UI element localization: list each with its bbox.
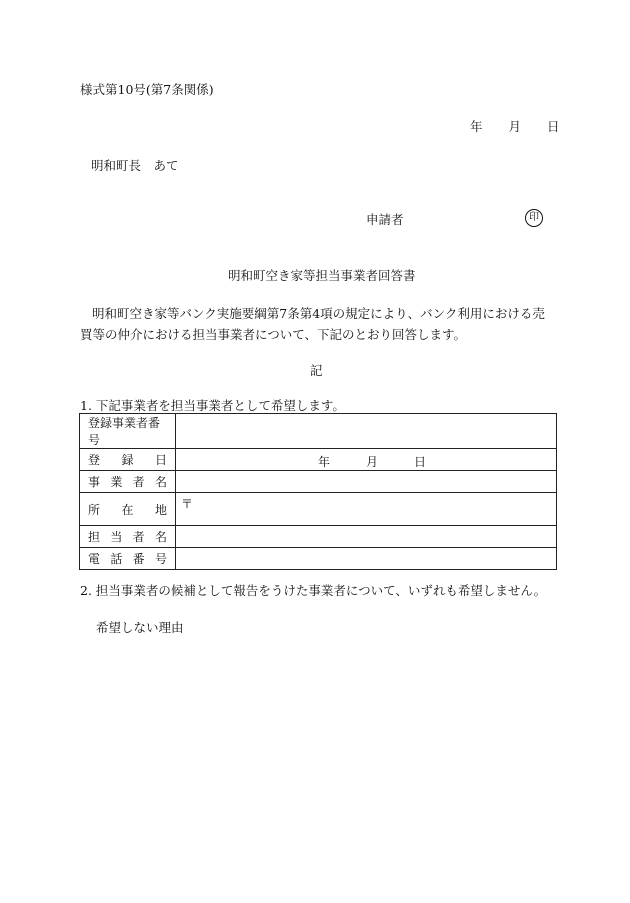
reg-month: 月 xyxy=(366,455,379,469)
label-text xyxy=(88,528,167,545)
label-char: 話 xyxy=(110,552,123,566)
label-char: 所 xyxy=(88,502,101,517)
date-year: 年 xyxy=(470,119,483,134)
table-row xyxy=(80,414,557,449)
table-row xyxy=(80,471,557,493)
row-label xyxy=(80,449,176,471)
label-text xyxy=(88,501,167,518)
table-row xyxy=(80,493,557,526)
reg-year: 年 xyxy=(318,455,331,469)
label-char: 録 xyxy=(121,453,134,467)
ki-heading: 記 xyxy=(310,363,323,378)
label-char: 者 xyxy=(132,475,145,489)
address-field[interactable] xyxy=(176,493,557,526)
row-label xyxy=(80,414,176,449)
label-char: 日 xyxy=(154,453,167,467)
label-text xyxy=(88,451,167,468)
label-char: 番 xyxy=(132,552,145,566)
date-line xyxy=(470,117,560,135)
item-2: 2. 担当事業者の候補として報告をうけた事業者について、いずれも希望しません。 xyxy=(80,583,547,598)
business-info-table xyxy=(79,413,557,570)
label-char: 登 xyxy=(88,453,101,467)
seal-mark: 印 xyxy=(525,209,543,227)
registration-date-field[interactable] xyxy=(176,449,557,471)
label-char: 号 xyxy=(154,552,167,566)
row-label xyxy=(80,526,176,548)
row-label xyxy=(80,471,176,493)
registration-date xyxy=(318,453,426,470)
phone-number-field[interactable] xyxy=(176,548,557,570)
label-char: 担 xyxy=(88,530,101,544)
label-char: 電 xyxy=(88,552,101,566)
document-title: 明和町空き家等担当事業者回答書 xyxy=(228,268,416,283)
applicant-label: 申請者 xyxy=(366,212,404,227)
row-label xyxy=(80,493,176,526)
label-text: 登録事業者番号 xyxy=(88,416,161,447)
label-char: 当 xyxy=(110,530,123,544)
label-text xyxy=(88,550,167,567)
body-text: 明和町空き家等バンク実施要綱第7条第4項の規定により、バンク利用における売買等の仲介における担当事業者について、下記のとおり回答します。 xyxy=(80,306,545,342)
table-row xyxy=(80,526,557,548)
table-row xyxy=(80,548,557,570)
label-char: 業 xyxy=(110,475,123,489)
form-number: 様式第10号(第7条関係) xyxy=(80,82,214,97)
label-char: 名 xyxy=(154,475,167,489)
registration-number-field[interactable] xyxy=(176,414,557,449)
label-char: 在 xyxy=(121,502,134,517)
label-char: 事 xyxy=(88,475,101,489)
date-day: 日 xyxy=(547,119,560,134)
item-1: 1. 下記事業者を担当事業者として希望します。 xyxy=(80,398,345,413)
label-char: 者 xyxy=(132,530,145,544)
contact-person-field[interactable] xyxy=(176,526,557,548)
business-name-field[interactable] xyxy=(176,471,557,493)
row-label xyxy=(80,548,176,570)
table-row xyxy=(80,449,557,471)
label-char: 地 xyxy=(154,502,167,517)
reg-day: 日 xyxy=(414,455,427,469)
postal-mark: 〒 xyxy=(181,497,194,511)
reason-label: 希望しない理由 xyxy=(96,620,184,635)
date-month: 月 xyxy=(508,119,522,134)
addressee: 明和町長 あて xyxy=(91,158,179,173)
label-char: 名 xyxy=(154,530,167,544)
label-text xyxy=(88,473,167,490)
